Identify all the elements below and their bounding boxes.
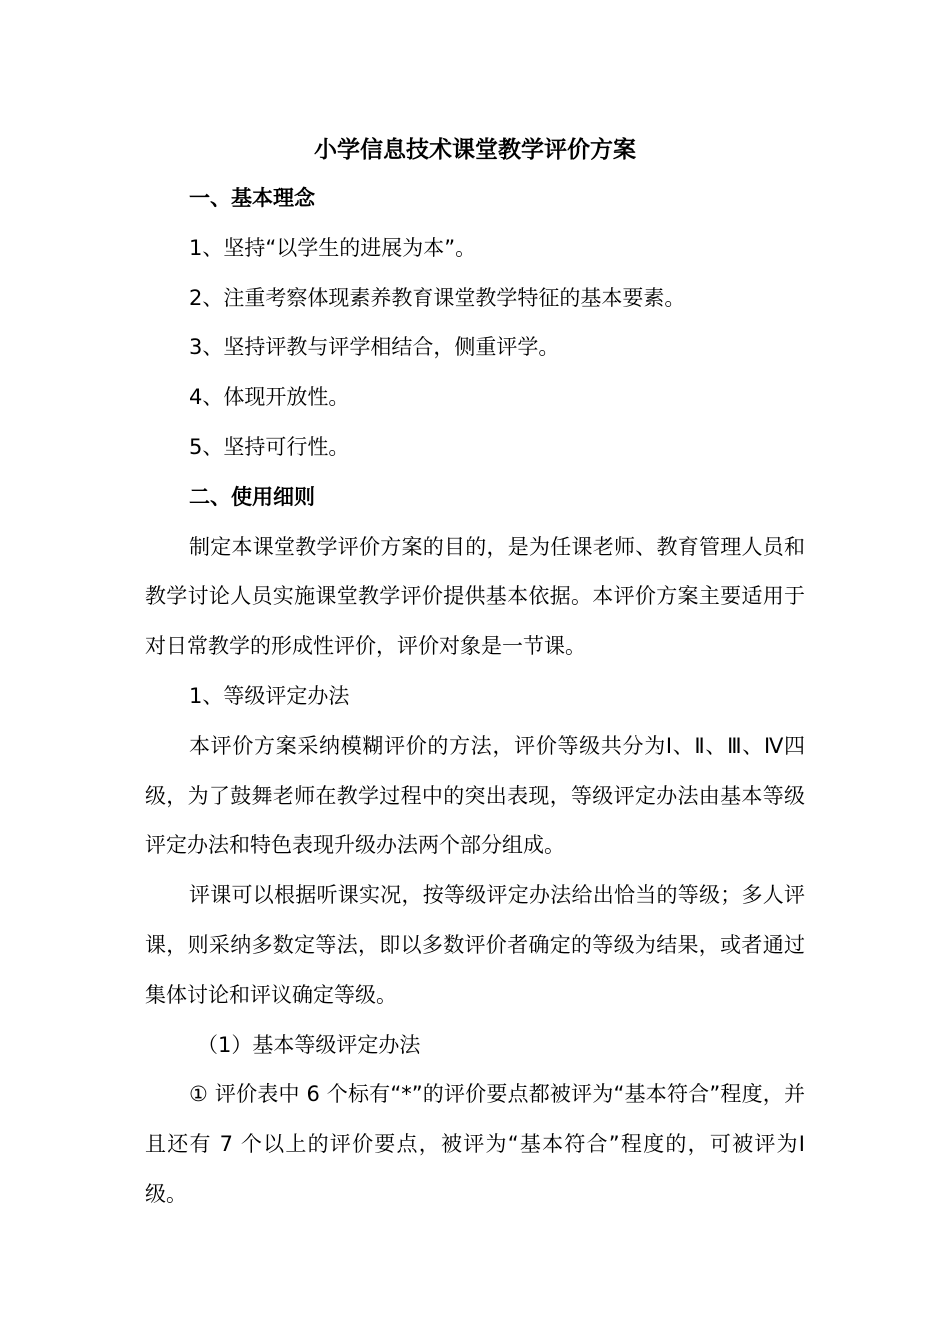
list-item: 1、坚持“以学生的进展为本”。	[189, 235, 477, 260]
paragraph-fuzzy-evaluation: 本评价方案采纳模糊评价的方法，评价等级共分为Ⅰ、Ⅱ、Ⅲ、Ⅳ四级，为了鼓舞老师在教学过程中的突出表现，等级评定办法由基本等级评定办法和特色表现升级办法两个部分组成。	[145, 733, 805, 858]
document-body	[145, 128, 805, 1220]
paragraph-grade-one-criteria: ① 评价表中 6 个标有“*”的评价要点都被评为“基本符合”程度，并且还有 7 个以上的评价要点，被评为“基本符合”程度的，可被评为Ⅰ级。	[145, 1082, 805, 1206]
subheading-grade-method: 1、等级评定办法	[189, 683, 350, 708]
paragraph-multi-evaluator: 评课可以根据听课实况，按等级评定办法给出恰当的等级；多人评课，则采纳多数定等法，即以多数评价者确定的等级为结果，或者通过集体讨论和评议确定等级。	[145, 883, 805, 1007]
paragraph-intro: 制定本课堂教学评价方案的目的，是为任课老师、教育管理人员和教学讨论人员实施课堂教学评价提供基本依据。本评价方案主要适用于对日常教学的形成性评价，评价对象是一节课。	[145, 534, 805, 659]
list-item: 5、坚持可行性。	[189, 434, 350, 459]
section-heading-basic-concepts: 一、基本理念	[189, 186, 315, 210]
document-title: 小学信息技术课堂教学评价方案	[314, 137, 636, 163]
list-item: 2、注重考察体现素养教育课堂教学特征的基本要素。	[189, 285, 686, 310]
subheading-basic-grade-method: （1）基本等级评定办法	[197, 1032, 421, 1057]
section-heading-usage-rules: 二、使用细则	[189, 484, 315, 509]
list-item: 4、体现开放性。	[189, 385, 350, 410]
list-item: 3、坚持评教与评学相结合，侧重评学。	[189, 335, 560, 360]
